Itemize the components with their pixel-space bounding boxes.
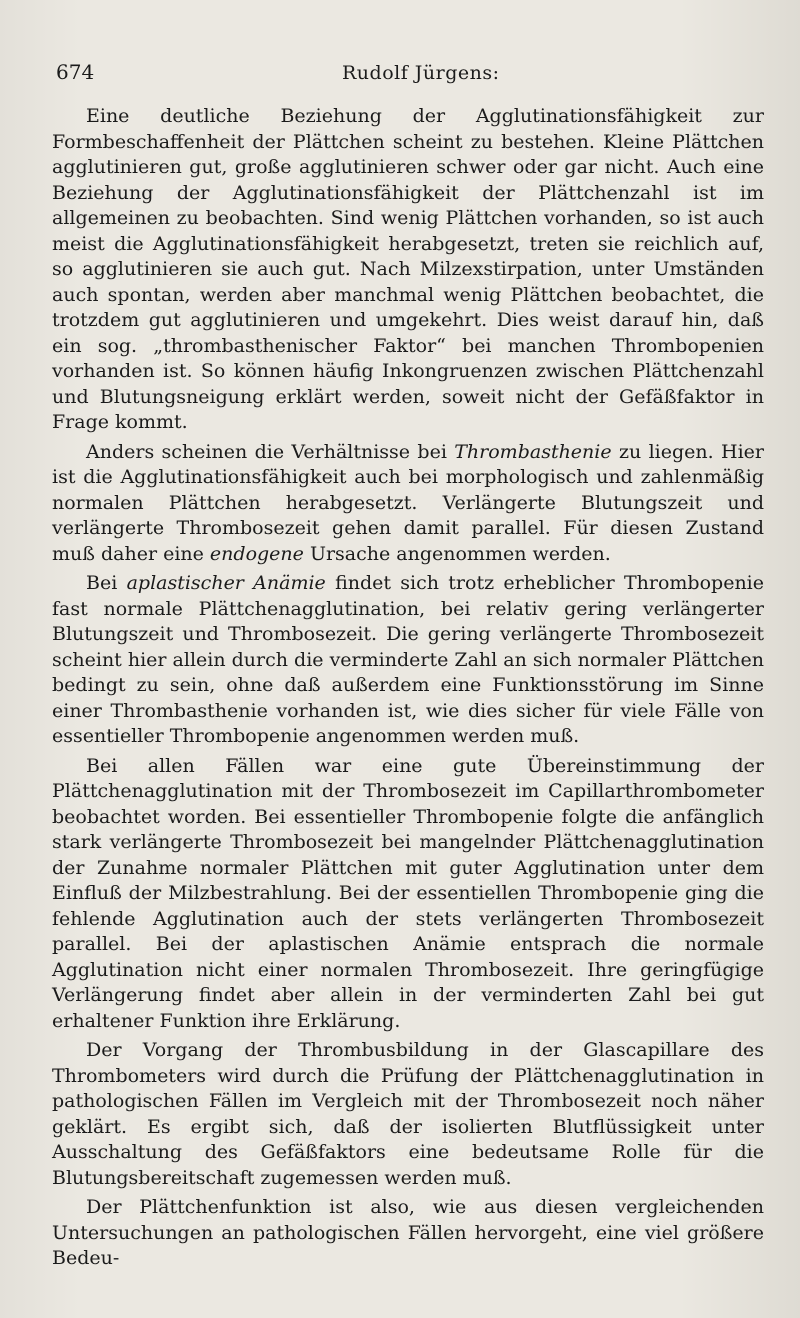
- paragraph-2-text-end: Ursache angenommen werden.: [303, 542, 611, 565]
- paragraph-1: Eine deutliche Beziehung der Agglutinationsfähigkeit zur Formbeschaffenheit der Plättchen scheint zu bestehen. Kleine Plättchen agglutinieren gut, große agglutinieren schwer oder gar nicht. Auch eine Beziehung der Agglutinationsfähigkeit der Plättchenzahl ist im allgemeinen zu beobachten. Sind wenig Plättchen vorhanden, so ist auch meist die Agglutinationsfähigkeit herabgesetzt, treten sie reichlich auf, so agglutinieren sie auch gut. Nach Milzexstirpation, unter Umständen auch spontan, werden aber manchmal wenig Plättchen beobachtet, die trotzdem gut agglutinieren und umgekehrt. Dies weist darauf hin, daß ein sog. „thrombasthenischer Faktor“ bei manchen Thrombopenien vorhanden ist. So können häufig Inkongruenzen zwischen Plättchenzahl und Blutungsneigung erklärt werden, soweit nicht der Gefäßfaktor in Frage kommt.: [52, 105, 764, 433]
- paragraph-4: Bei allen Fällen war eine gute Übereinstimmung der Plättchenagglutination mit der Thrombosezeit im Capillarthrombometer beobachtet worden. Bei essentieller Thrombopenie folgte die anfänglich stark verlängerte Thrombosezeit bei mangelnder Plättchenagglutination der Zunahme normaler Plättchen mit guter Agglutination unter dem Einfluß der Milzbestrahlung. Bei der essentiellen Thrombopenie ging die fehlende Agglutination auch der stets verlängerten Thrombosezeit parallel. Bei der aplastischen Anämie entsprach die normale Agglutination nicht einer normalen Thrombosezeit. Ihre geringfügige Verlängerung findet aber allein in der verminderten Zahl bei gut erhaltener Funktion ihre Erklärung.: [52, 754, 764, 1032]
- running-head: Rudolf Jürgens:: [342, 62, 500, 84]
- page-header: [52, 56, 764, 96]
- paragraph-2: [52, 440, 764, 568]
- paragraph-3: [52, 571, 764, 750]
- paragraph-6: Der Plättchenfunktion ist also, wie aus diesen vergleichenden Untersuchungen an pathologischen Fällen hervorgeht, eine viel größere Bedeu-: [52, 1196, 764, 1269]
- paragraph-5: Der Vorgang der Thrombusbildung in der Glascapillare des Thrombometers wird durch die Prüfung der Plättchenagglutination in pathologischen Fällen im Vergleich mit der Thrombosezeit noch näher geklärt. Es ergibt sich, daß der isolierten Blutflüssigkeit unter Ausschaltung des Gefäßfaktors eine bedeutsame Rolle für die Blutungsbereitschaft zugemessen werden muß.: [52, 1039, 764, 1189]
- term-thrombasthenie: Thrombasthenie: [454, 440, 612, 463]
- body-text: [52, 104, 764, 1272]
- term-aplastische-anaemie: aplastischer Anämie: [126, 572, 326, 594]
- term-endogene: endogene: [209, 542, 304, 565]
- paragraph-2-text: Anders scheinen die Verhältnisse bei: [86, 440, 455, 463]
- page-number: 674: [56, 60, 95, 84]
- paragraph-3-text-cont: findet sich trotz erheblicher Thrombopenie fast normale Plättchenagglutination, bei relativ gering verlängerter Blutungszeit und Thrombosezeit. Die gering verlängerte Thrombosezeit scheint hier allein durch die verminderte Zahl an sich normaler Plättchen bedingt zu sein, ohne daß außerdem eine Funktionsstörung im Sinne einer Thrombasthenie vorhanden ist, wie dies sicher für viele Fälle von essentieller Thrombopenie angenommen werden muß.: [52, 572, 765, 747]
- paragraph-2-text-cont: zu liegen. Hier ist die Agglutinationsfähigkeit auch bei morphologisch und zahlenmäßig normalen Plättchen herabgesetzt. Verlängerte Blutungszeit und verlängerte Thrombosezeit gehen damit parallel. Für diesen Zustand muß daher eine: [52, 440, 764, 565]
- paragraph-3-text: Bei: [86, 572, 127, 594]
